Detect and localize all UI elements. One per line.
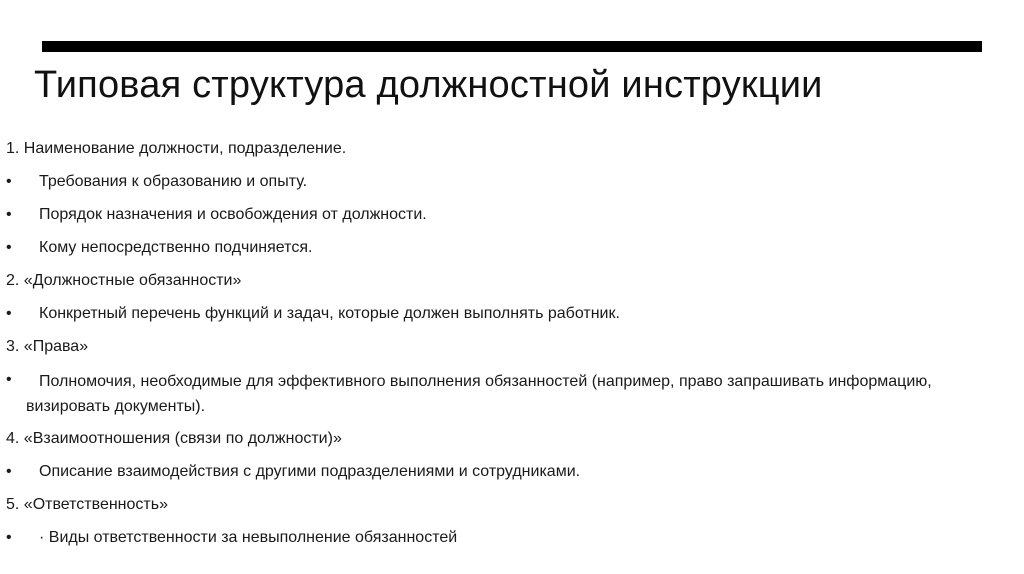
bullet-text: Порядок назначения и освобождения от должности. xyxy=(39,206,427,223)
bullet-item xyxy=(6,303,1016,336)
section-heading-5 xyxy=(6,494,1016,527)
bullet-icon: • xyxy=(6,529,12,546)
section-heading-2 xyxy=(6,270,1016,303)
section-heading-text: 3. «Права» xyxy=(6,338,89,355)
bullet-text: Описание взаимодействия с другими подразделениями и сотрудниками. xyxy=(39,463,581,480)
bullet-item xyxy=(6,204,1016,237)
section-heading-text: 2. «Должностные обязанности» xyxy=(6,272,242,289)
bullet-item xyxy=(6,369,1016,428)
bullet-icon: • xyxy=(6,305,12,322)
section-heading-text: 4. «Взаимоотношения (связи по должности)» xyxy=(6,430,342,447)
slide-body xyxy=(6,138,1016,560)
section-heading-1 xyxy=(6,138,1016,171)
section-heading-text: 5. «Ответственность» xyxy=(6,496,168,513)
bullet-text: Полномочия, необходимые для эффективного выполнения обязанностей (например, право запрашивать информацию, визировать документы). xyxy=(26,373,932,415)
bullet-text: · Виды ответственности за невыполнение обязанностей xyxy=(39,529,458,546)
bullet-item xyxy=(6,527,1016,560)
section-heading-3 xyxy=(6,336,1016,369)
bullet-item xyxy=(6,171,1016,204)
section-heading-4 xyxy=(6,428,1016,461)
section-heading-text: 1. Наименование должности, подразделение. xyxy=(6,140,347,157)
bullet-text: Кому непосредственно подчиняется. xyxy=(39,239,313,256)
bullet-text: Требования к образованию и опыту. xyxy=(39,173,308,190)
bullet-icon: • xyxy=(6,173,12,190)
bullet-icon: • xyxy=(6,371,12,388)
title-accent-bar xyxy=(42,41,982,52)
bullet-icon: • xyxy=(6,463,12,480)
bullet-item xyxy=(6,461,1016,494)
slide-title: Типовая структура должностной инструкции xyxy=(34,64,823,106)
bullet-text: Конкретный перечень функций и задач, которые должен выполнять работник. xyxy=(39,305,620,322)
bullet-icon: • xyxy=(6,239,12,256)
bullet-item xyxy=(6,237,1016,270)
bullet-icon: • xyxy=(6,206,12,223)
